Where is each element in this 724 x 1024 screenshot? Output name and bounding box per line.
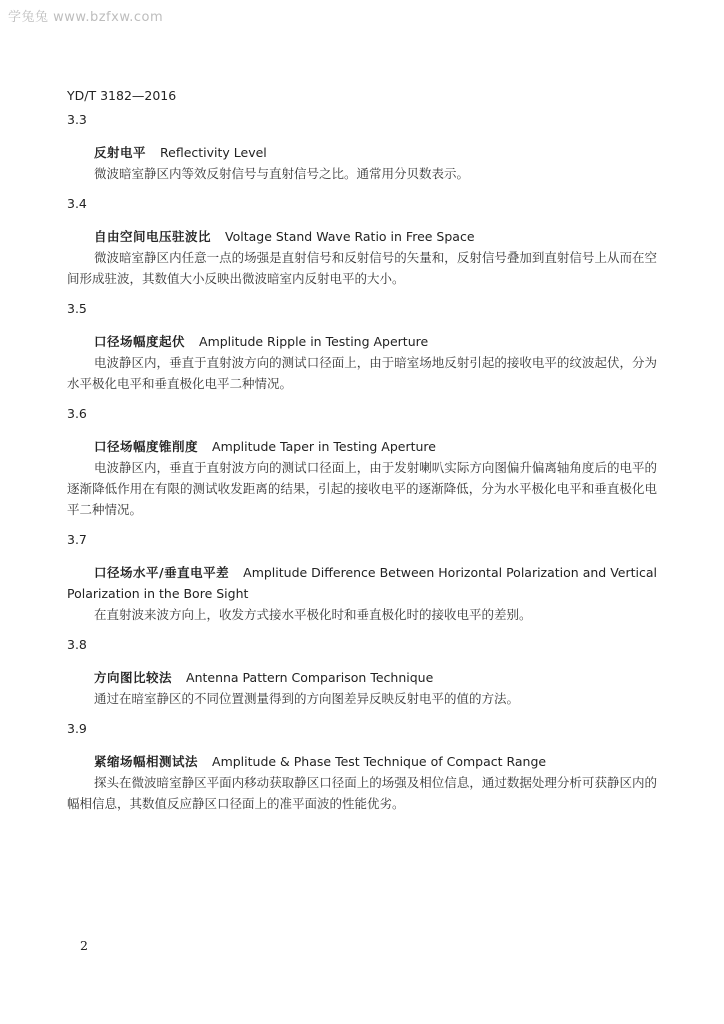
term-english: Reflectivity Level [160, 145, 267, 160]
term-english: Amplitude Difference Between Horizontal Polarization and Vertical [243, 565, 657, 580]
term-heading [67, 331, 657, 352]
document-body [67, 108, 657, 824]
clause-3-7 [67, 530, 657, 625]
term-definition: 电波静区内，垂直于直射波方向的测试口径面上，由于暗室场地反射引起的接收电平的纹波起伏，分为水平极化电平和垂直极化电平二种情况。 [67, 355, 657, 391]
clause-number: 3.6 [67, 406, 87, 421]
term-definition: 微波暗室静区内任意一点的场强是直射信号和反射信号的矢量和，反射信号叠加到直射信号上从而在空间形成驻波，其数值大小反映出微波暗室内反射电平的大小。 [67, 250, 657, 286]
term-heading [67, 751, 657, 772]
clause-3-5 [67, 299, 657, 394]
document-code: YD/T 3182—2016 [67, 88, 177, 103]
term-english: Voltage Stand Wave Ratio in Free Space [225, 229, 475, 244]
clause-number: 3.4 [67, 196, 87, 211]
term-chinese: 口径场幅度起伏 [94, 334, 186, 349]
watermark: 学兔兔 www.bzfxw.com [8, 10, 164, 25]
term-heading [67, 562, 657, 583]
clause-number: 3.5 [67, 301, 87, 316]
page-number: 2 [80, 938, 88, 953]
term-english: Antenna Pattern Comparison Technique [186, 670, 434, 685]
term-heading [67, 226, 657, 247]
clause-number: 3.3 [67, 112, 87, 127]
term-chinese: 自由空间电压驻波比 [94, 229, 212, 244]
term-definition: 在直射波来波方向上，收发方式接水平极化时和垂直极化时的接收电平的差别。 [94, 607, 532, 622]
term-heading [67, 436, 657, 457]
term-english: Amplitude Ripple in Testing Aperture [199, 334, 429, 349]
term-definition: 探头在微波暗室静区平面内移动获取静区口径面上的场强及相位信息，通过数据处理分析可获静区内的幅相信息，其数值反应静区口径面上的准平面波的性能优劣。 [67, 775, 657, 811]
term-chinese: 口径场水平/垂直电平差 [94, 565, 230, 580]
clause-number: 3.9 [67, 721, 87, 736]
clause-3-8 [67, 635, 657, 709]
term-english: Amplitude Taper in Testing Aperture [212, 439, 436, 454]
term-definition: 电波静区内，垂直于直射波方向的测试口径面上，由于发射喇叭实际方向图偏升偏离轴角度后的电平的逐渐降低作用在有限的测试收发距离的结果，引起的接收电平的逐渐降低，分为水平极化电平和垂直极化电平二种情况。 [67, 460, 657, 517]
clause-number: 3.7 [67, 532, 87, 547]
term-chinese: 紧缩场幅相测试法 [94, 754, 199, 769]
term-definition: 通过在暗室静区的不同位置测量得到的方向图差异反映反射电平的值的方法。 [94, 691, 520, 706]
term-heading [67, 142, 657, 163]
clause-number: 3.8 [67, 637, 87, 652]
term-chinese: 反射电平 [94, 145, 147, 160]
clause-3-9 [67, 719, 657, 814]
clause-3-3 [67, 110, 657, 184]
term-chinese: 方向图比较法 [94, 670, 173, 685]
term-english: Amplitude & Phase Test Technique of Compact Range [212, 754, 547, 769]
clause-3-6 [67, 404, 657, 520]
term-chinese: 口径场幅度锥削度 [94, 439, 199, 454]
term-definition: 微波暗室静区内等效反射信号与直射信号之比。通常用分贝数表示。 [94, 166, 470, 181]
term-heading [67, 667, 657, 688]
term-english-continued: Polarization in the Bore Sight [67, 586, 249, 601]
clause-3-4 [67, 194, 657, 289]
